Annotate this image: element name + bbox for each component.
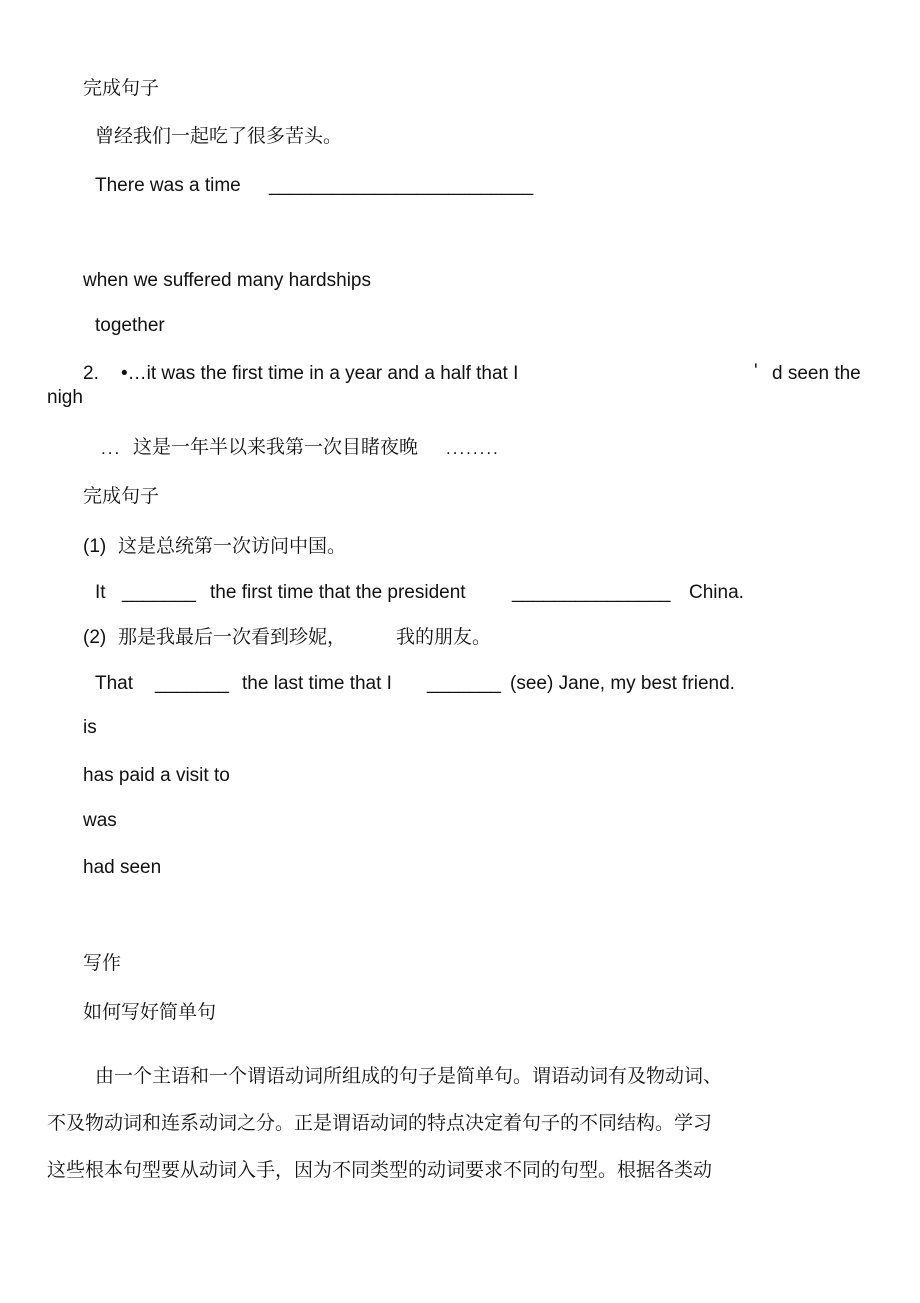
apostrophe: ': [754, 361, 758, 382]
item-sentence-wrap: nigh: [47, 387, 83, 408]
question-en: the first time that the president: [210, 582, 466, 603]
section-heading: 完成句子: [83, 78, 160, 99]
question-en: the last time that I: [242, 673, 392, 694]
ellipsis: ...: [101, 439, 122, 458]
translation: 这是一年半以来我第一次目睹夜晚: [133, 437, 419, 458]
writing-heading: 写作: [83, 953, 122, 974]
prompt-start: There was a time: [95, 175, 241, 196]
question-en: (see) Jane, my best friend.: [510, 673, 735, 694]
answer-line: when we suffered many hardships: [83, 270, 371, 291]
question-en: It: [95, 582, 106, 603]
answer: is: [83, 717, 97, 738]
question-label: (2): [83, 627, 107, 648]
paragraph-line: 这些根本句型要从动词入手，因为不同类型的动词要求不同的句型。根据各类动: [47, 1160, 713, 1181]
answer: had seen: [83, 857, 162, 878]
paragraph-line: 由一个主语和一个谓语动词所组成的句子是简单句。谓语动词有及物动词、: [95, 1066, 723, 1087]
answer-line: together: [95, 315, 165, 336]
section-heading: 完成句子: [83, 486, 160, 507]
blank: _______________: [512, 582, 671, 603]
item-sentence: •…it was the first time in a year and a half that I: [121, 363, 519, 384]
question-en: That: [95, 673, 134, 694]
question-en: China.: [689, 582, 744, 603]
answer: has paid a visit to: [83, 765, 230, 786]
blank: _______: [122, 582, 196, 603]
question-chinese: 我的朋友。: [396, 627, 492, 648]
question-chinese: 那是我最后一次看到珍妮，: [118, 627, 347, 648]
blank: _______: [427, 673, 501, 694]
answer: was: [83, 810, 117, 831]
writing-subheading: 如何写好简单句: [83, 1002, 217, 1023]
question-chinese: 这是总统第一次访问中国。: [118, 536, 347, 557]
item-number: 2.: [83, 363, 99, 384]
question-label: (1): [83, 536, 107, 557]
answer-blank: _________________________: [269, 175, 534, 196]
chinese-sentence: 曾经我们一起吃了很多苦头。: [95, 126, 343, 147]
paragraph-line: 不及物动词和连系动词之分。正是谓语动词的特点决定着句子的不同结构。学习: [47, 1113, 713, 1134]
ellipsis: ........: [446, 439, 500, 458]
item-sentence-end: d seen the: [772, 363, 861, 384]
blank: _______: [155, 673, 229, 694]
